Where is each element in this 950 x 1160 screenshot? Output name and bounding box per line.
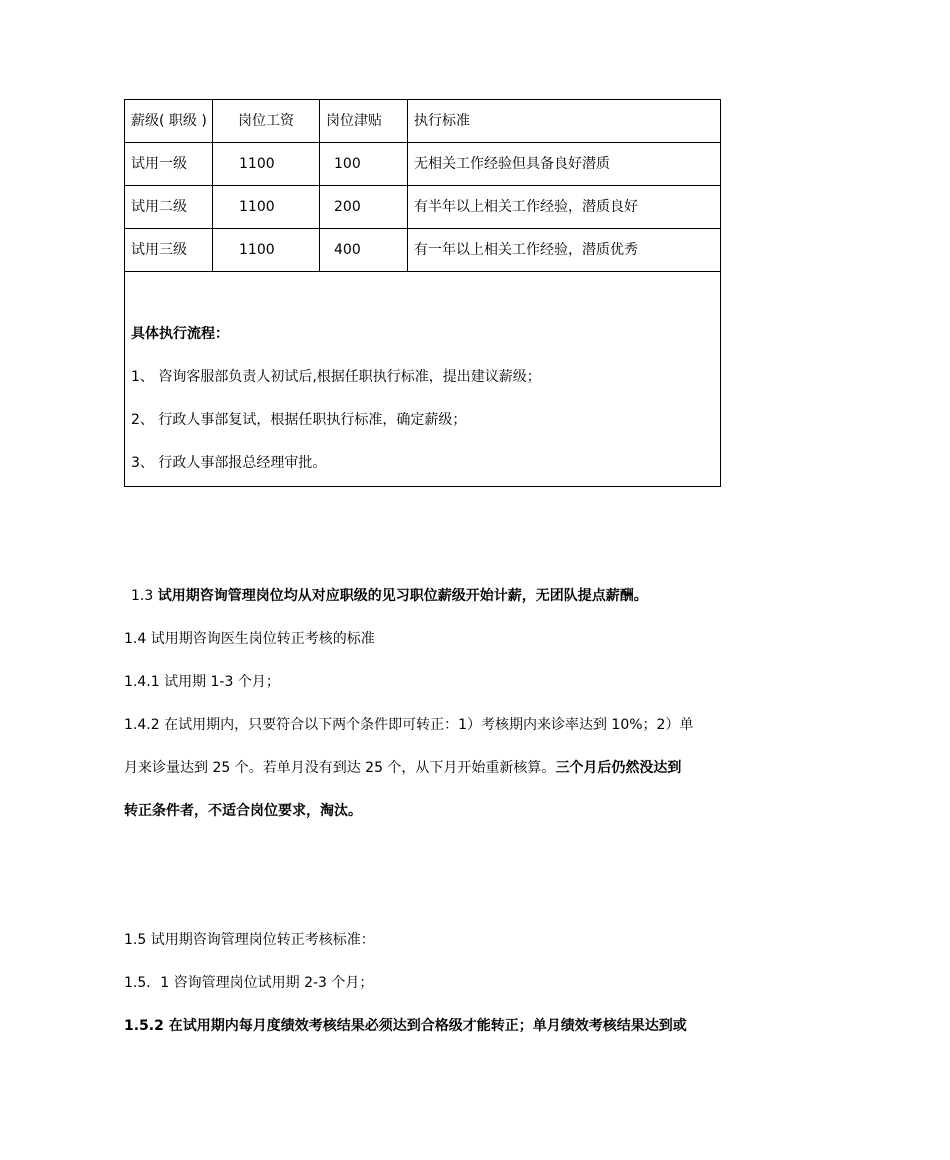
process-step: 2、 行政人事部复试，根据任职执行标准，确定薪级； <box>131 412 467 428</box>
table-cell-grade: 试用二级 <box>125 186 213 229</box>
table-header-row <box>125 100 721 143</box>
table-cell-standard: 无相关工作经验但具备良好潜质 <box>408 143 721 186</box>
section-1-5-2: 1.5.2 在试用期内每月度绩效考核结果必须达到合格级才能转正；单月绩效考核结果达到或 <box>124 1018 687 1034</box>
process-cell <box>125 272 721 487</box>
section-1-4-heading: 1.4 试用期咨询医生岗位转正考核的标准 <box>124 631 375 647</box>
process-row <box>125 272 721 487</box>
process-title: 具体执行流程： <box>131 326 229 342</box>
table-header-cell: 薪级( 职级 ) <box>125 100 213 143</box>
table-header-cell: 执行标准 <box>408 100 721 143</box>
section-1-3 <box>131 587 648 605</box>
section-1-4-1: 1.4.1 试用期 1-3 个月； <box>124 674 280 690</box>
process-step: 1、 咨询客服部负责人初试后,根据任职执行标准，提出建议薪级； <box>131 369 541 385</box>
table-header-cell: 岗位工资 <box>213 100 320 143</box>
table-cell-salary: 1100 <box>213 143 320 186</box>
table-cell-salary: 1100 <box>213 229 320 272</box>
section-1-3-text: 试用期咨询管理岗位均从对应职级的见习职位薪级开始计薪，无团队提点薪酬。 <box>157 588 648 604</box>
table-header-cell: 岗位津贴 <box>320 100 408 143</box>
table-row <box>125 143 721 186</box>
section-1-4-2-line2-text: 月来诊量达到 25 个。若单月没有到达 25 个，从下月开始重新核算。 <box>124 760 556 776</box>
table-cell-allowance: 200 <box>320 186 408 229</box>
section-1-4-2-line2 <box>124 759 681 777</box>
table-cell-standard: 有半年以上相关工作经验，潜质良好 <box>408 186 721 229</box>
salary-grade-table <box>124 99 721 487</box>
section-1-4-2-line2-bold: 三个月后仍然没达到 <box>555 760 682 776</box>
table-cell-allowance: 400 <box>320 229 408 272</box>
process-step: 3、 行政人事部报总经理审批。 <box>131 455 327 471</box>
section-1-4-2-line3: 转正条件者，不适合岗位要求，淘汰。 <box>124 803 362 819</box>
table-cell-salary: 1100 <box>213 186 320 229</box>
table-cell-allowance: 100 <box>320 143 408 186</box>
table-cell-grade: 试用三级 <box>125 229 213 272</box>
section-1-5-1: 1.5．1 咨询管理岗位试用期 2-3 个月； <box>124 975 374 991</box>
table-cell-standard: 有一年以上相关工作经验，潜质优秀 <box>408 229 721 272</box>
table-row <box>125 229 721 272</box>
section-1-5-heading: 1.5 试用期咨询管理岗位转正考核标准： <box>124 932 375 948</box>
table-cell-grade: 试用一级 <box>125 143 213 186</box>
section-number: 1.3 <box>131 588 154 604</box>
table-row <box>125 186 721 229</box>
section-1-4-2-line1: 1.4.2 在试用期内，只要符合以下两个条件即可转正：1）考核期内来诊率达到 10%；2）单 <box>124 717 694 733</box>
